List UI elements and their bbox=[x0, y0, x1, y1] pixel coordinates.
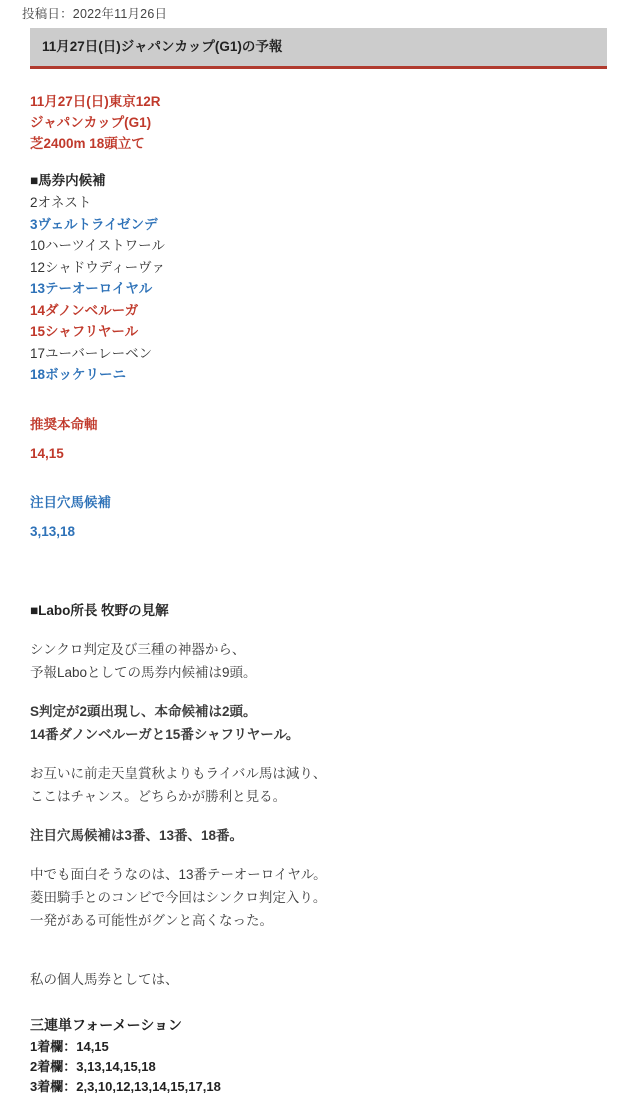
opinion-paragraph-6: 私の個人馬券としては、 bbox=[30, 971, 179, 987]
ana-heading: 注目穴馬候補 bbox=[30, 494, 111, 510]
formation-row-3: 3着欄：2,3,10,12,13,14,15,17,18 bbox=[30, 1078, 221, 1094]
opinion-heading: ■Labo所長 牧野の見解 bbox=[30, 602, 169, 618]
article-body bbox=[0, 69, 629, 1097]
opinion-section bbox=[30, 600, 605, 991]
race-info bbox=[30, 91, 605, 154]
race-date-venue: 11月27日(日)東京12R bbox=[30, 94, 161, 110]
ana-section bbox=[30, 492, 605, 542]
race-conditions: 芝2400m 18頭立て bbox=[30, 136, 145, 152]
opinion-paragraph-4: 注目穴馬候補は3番、13番、18番。 bbox=[30, 827, 244, 843]
opinion-paragraph-1-line-2: 予報Laboとしての馬券内候補は9頭。 bbox=[30, 664, 257, 680]
left-margin-rail bbox=[0, 0, 20, 1022]
opinion-paragraph-5-line-2: 菱田騎手とのコンビで今回はシンクロ判定入り。 bbox=[30, 889, 327, 905]
list-item: 10ハーツイストワール bbox=[30, 238, 165, 254]
list-item: 3ヴェルトライゼンデ bbox=[30, 216, 158, 232]
candidate-list bbox=[30, 170, 605, 386]
post-date: 投稿日：2022年11月26日 bbox=[22, 7, 168, 21]
list-item: 13テーオーロイヤル bbox=[30, 281, 153, 297]
race-name: ジャパンカップ(G1) bbox=[30, 115, 152, 131]
opinion-paragraph-2-line-2: 14番ダノンベルーガと15番シャフリヤール。 bbox=[30, 726, 300, 742]
list-item: 15シャフリヤール bbox=[30, 324, 139, 340]
honmei-section bbox=[30, 414, 605, 464]
list-item: 12シャドウディーヴァ bbox=[30, 259, 166, 275]
formation-title: 三連単フォーメーション bbox=[30, 1016, 183, 1033]
opinion-paragraph-1-line-1: シンクロ判定及び三種の神器から、 bbox=[30, 641, 246, 657]
opinion-paragraph-5-line-3: 一発がある可能性がグンと高くなった。 bbox=[30, 912, 273, 928]
list-item: 14ダノンベルーガ bbox=[30, 302, 139, 318]
opinion-paragraph-5-line-1: 中でも面白そうなのは、13番テーオーロイヤル。 bbox=[30, 866, 327, 882]
opinion-paragraph-2-line-1: S判定が2頭出現し、本命候補は2頭。 bbox=[30, 703, 257, 719]
honmei-value: 14,15 bbox=[30, 445, 64, 461]
formation-section bbox=[30, 1013, 605, 1097]
formation-row-2: 2着欄：3,13,14,15,18 bbox=[30, 1058, 156, 1074]
opinion-paragraph-3-line-2: ここはチャンス。どちらかが勝利と見る。 bbox=[30, 788, 287, 804]
formation-row-1: 1着欄：14,15 bbox=[30, 1038, 109, 1054]
ana-value: 3,13,18 bbox=[30, 523, 76, 539]
opinion-paragraph-3-line-1: お互いに前走天皇賞秋よりもライバル馬は減り、 bbox=[30, 765, 327, 781]
list-item: 18ボッケリーニ bbox=[30, 367, 127, 383]
list-item: 17ユーバーレーベン bbox=[30, 345, 153, 361]
candidate-list-heading: ■馬券内候補 bbox=[30, 173, 106, 189]
list-item: 2オネスト bbox=[30, 195, 92, 211]
article-title: 11月27日(日)ジャパンカップ(G1)の予報 bbox=[30, 28, 607, 69]
honmei-heading: 推奨本命軸 bbox=[30, 416, 98, 432]
